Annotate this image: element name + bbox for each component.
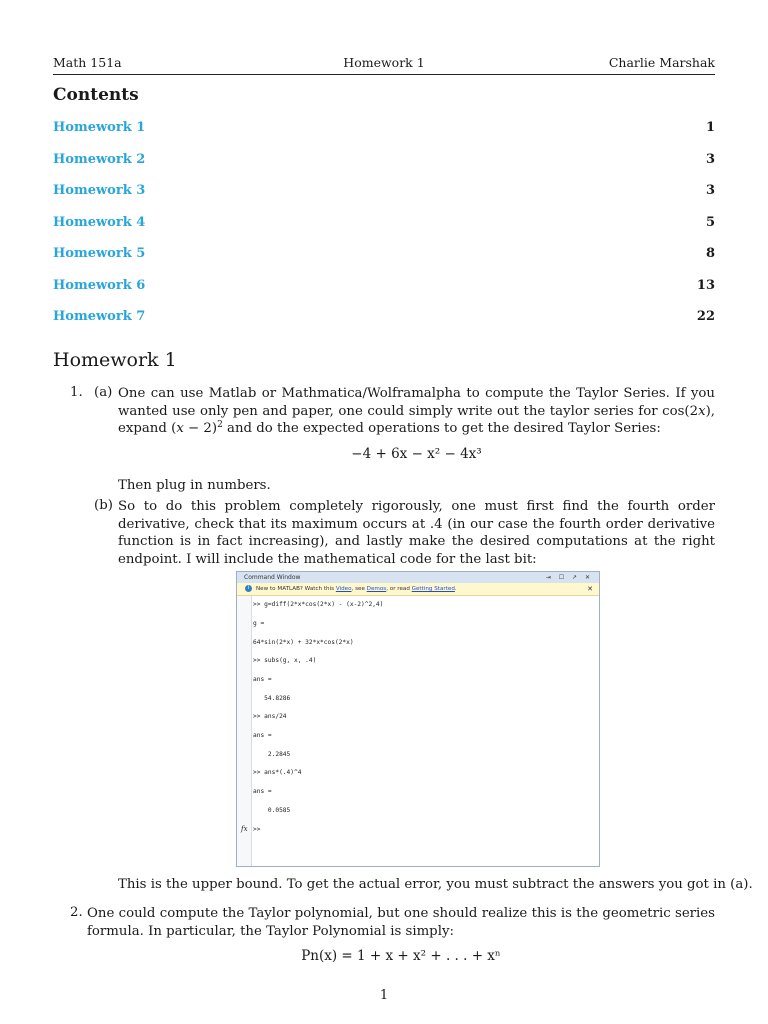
notice-message: New to MATLAB? Watch this Video, see Demos, or read Getting Started. [256, 586, 457, 592]
problem-number: 2. [70, 905, 83, 920]
window-title: Command Window [244, 574, 301, 581]
console-line: g = [253, 620, 265, 627]
toc-page: 5 [705, 215, 715, 230]
toc-link[interactable]: Homework 6 [53, 278, 146, 293]
toc-entry [53, 120, 715, 140]
running-header [53, 55, 715, 73]
function-browser-icon[interactable]: fx [241, 825, 248, 833]
window-controls-icon[interactable]: ⇥ ☐ ↗ ✕ [545, 574, 593, 581]
notice-bar [237, 583, 599, 596]
toc-page: 3 [705, 183, 715, 198]
console-line: 2.2845 [253, 751, 291, 758]
console-line: ans = [253, 676, 272, 683]
problem-number: 1. [70, 385, 83, 400]
toc-link[interactable]: Homework 7 [53, 309, 146, 324]
close-icon[interactable]: ✕ [587, 585, 593, 593]
section-title: Homework 1 [53, 349, 177, 371]
contents-title: Contents [53, 85, 139, 105]
console-prompt[interactable]: >> [253, 826, 261, 833]
toc-link[interactable]: Homework 4 [53, 215, 146, 230]
toc-page: 13 [696, 278, 715, 293]
part-a-after: Then plug in numbers. [118, 478, 271, 493]
console-line: >> subs(g, x, .4) [253, 657, 317, 664]
video-link[interactable]: Video [335, 586, 352, 592]
toc-link[interactable]: Homework 1 [53, 120, 146, 135]
window-titlebar [237, 572, 599, 583]
console-line: >> ans/24 [253, 713, 287, 720]
console-line: 64*sin(2*x) + 32*x*cos(2*x) [253, 639, 354, 646]
part-a-text-1: One can use Matlab or Mathmatica/Wolframalpha to compute the Taylor Series. If you wanted use only pen and paper, one could simply write out the taylor series for cos(2 [118, 386, 715, 419]
part-a-text: One can use Matlab or Mathmatica/Wolframalpha to compute the Taylor Series. If you wanted use only pen and paper, one could simply write out the taylor series for cos(2x), expand $(x - 2)^2$ and do the expected operations to get the desired Taylor Series: [118, 386, 715, 437]
console-line: ans = [253, 732, 272, 739]
toc-entry [53, 215, 715, 235]
toc-page: 3 [705, 152, 715, 167]
part-a-text-2: ), expand ( [118, 403, 715, 437]
console-line: 0.0585 [253, 807, 291, 814]
taylor-polynomial-formula: Pn(x) = 1 + x + x² + . . . + xⁿ [301, 948, 501, 964]
toc-page: 8 [705, 246, 715, 261]
info-icon: i [245, 585, 252, 592]
toc-page: 1 [705, 120, 715, 135]
getting-started-link[interactable]: Getting Started [411, 586, 455, 592]
toc-entry [53, 152, 715, 172]
toc-entry [53, 278, 715, 298]
problem-2-text: One could compute the Taylor polynomial, but one should realize this is the geometric series formula. In particular, the Taylor Polynomial is simply: [87, 906, 715, 939]
part-b-text: So to do this problem completely rigorously, one must first find the fourth order derivative, check that its maximum occurs at .4 (in our case the fourth order derivative function is in fact increasing), and lastly make the desired computations at the right endpoint. I will include the mathematical code for the last bit: [118, 499, 715, 567]
taylor-series-formula: −4 + 6x − x² − 4x³ [351, 446, 482, 462]
toc-entry [53, 309, 715, 329]
console-line: >> g=diff(2*x*cos(2*x) - (x-2)^2,4) [253, 601, 384, 608]
toc-link[interactable]: Homework 2 [53, 152, 146, 167]
part-b-after: This is the upper bound. To get the actual error, you must subtract the answers you got in (a). [118, 877, 753, 892]
toc-entry [53, 246, 715, 266]
toc-page: 22 [696, 309, 715, 324]
demos-link[interactable]: Demos [366, 586, 387, 592]
toc-entry [53, 183, 715, 203]
header-rule [53, 74, 715, 75]
part-label: (b) [94, 498, 113, 513]
header-course: Math 151a [53, 55, 122, 70]
console-line: 54.8286 [253, 695, 291, 702]
toc-link[interactable]: Homework 3 [53, 183, 146, 198]
console-line: >> ans*(.4)^4 [253, 769, 302, 776]
header-title: Homework 1 [343, 55, 425, 70]
header-author: Charlie Marshak [608, 55, 715, 70]
console-line: ans = [253, 788, 272, 795]
part-a-text-4: and do the expected operations to get the desired Taylor Series: [222, 421, 661, 437]
page-number: 1 [379, 988, 389, 1003]
part-a-text-3: − 2) [183, 421, 218, 437]
matlab-command-window [236, 571, 600, 867]
toc-link[interactable]: Homework 5 [53, 246, 146, 261]
part-label: (a) [94, 385, 113, 400]
